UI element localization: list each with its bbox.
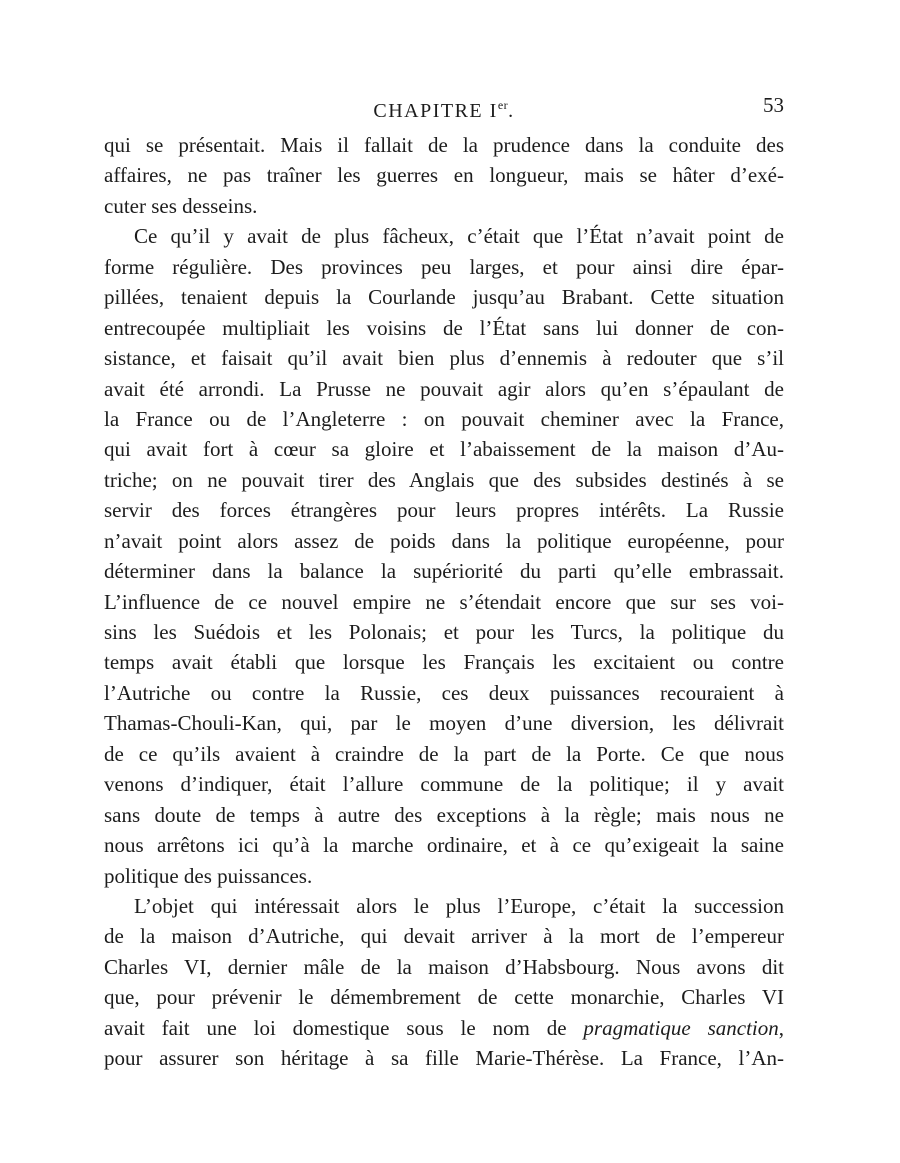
text-line: de la maison d’Autriche, qui devait arriver à la mort de l’empereur: [104, 924, 784, 949]
text-line: déterminer dans la balance la supériorité du parti qu’elle embrassait.: [104, 559, 784, 584]
chapter-title-suffix: .: [508, 100, 515, 122]
page-number: 53: [763, 93, 784, 117]
chapter-title-superscript: er: [497, 98, 509, 112]
text-line: pillées, tenaient depuis la Courlande jusqu’au Brabant. Cette situation: [104, 285, 784, 310]
text-line: affaires, ne pas traîner les guerres en longueur, mais se hâter d’exé-: [104, 163, 784, 188]
text-line: politique des puissances.: [104, 863, 313, 888]
text-line-with-italic: [104, 1013, 784, 1043]
text-line: forme régulière. Des provinces peu larges, et pour ainsi dire épar-: [104, 254, 784, 279]
chapter-title: [104, 90, 784, 126]
text-line: pour assurer son héritage à sa fille Marie-Thérèse. La France, l’An-: [104, 1046, 784, 1071]
body-text: [104, 130, 784, 1074]
text-line: l’Autriche ou contre la Russie, ces deux puissances recouraient à: [104, 680, 784, 705]
paragraph-3: [104, 891, 784, 1074]
text-line: qui avait fort à cœur sa gloire et l’abaissement de la maison d’Au-: [104, 437, 784, 462]
text-line: triche; on ne pouvait tirer des Anglais que des subsides destinés à se: [104, 467, 784, 492]
chapter-title-text: CHAPITRE I: [373, 100, 498, 122]
text-line: cuter ses desseins.: [104, 193, 258, 218]
text-line: L’objet qui intéressait alors le plus l’Europe, c’était la succession: [134, 893, 784, 918]
text-line: n’avait point alors assez de poids dans la politique européenne, pour: [104, 528, 784, 553]
text-line: Charles VI, dernier mâle de la maison d’Habsbourg. Nous avons dit: [104, 954, 784, 979]
running-head: [104, 90, 784, 120]
text-line: servir des forces étrangères pour leurs propres intérêts. La Russie: [104, 498, 784, 523]
text-line: qui se présentait. Mais il fallait de la prudence dans la conduite des: [104, 133, 784, 157]
line-text-after-italic: ,: [778, 1015, 784, 1040]
text-line: L’influence de ce nouvel empire ne s’étendait encore que sur ses voi-: [104, 589, 784, 614]
text-line: que, pour prévenir le démembrement de cette monarchie, Charles VI: [104, 985, 784, 1010]
text-line: venons d’indiquer, était l’allure commune de la politique; il y avait: [104, 772, 784, 797]
text-line: sins les Suédois et les Polonais; et pour les Turcs, la politique du: [104, 620, 784, 644]
italic-term: pragmatique sanction: [583, 1015, 779, 1040]
paragraph-1: [104, 130, 784, 221]
text-line: Thamas-Chouli-Kan, qui, par le moyen d’une diversion, les délivrait: [104, 711, 784, 736]
text-line: sistance, et faisait qu’il avait bien plus d’ennemis à redouter que s’il: [104, 346, 784, 371]
text-line: la France ou de l’Angleterre : on pouvait cheminer avec la France,: [104, 406, 784, 431]
text-line: Ce qu’il y avait de plus fâcheux, c’était que l’État n’avait point de: [134, 224, 784, 249]
line-text-before-italic: avait fait une loi domestique sous le nom de: [104, 1015, 584, 1040]
paragraph-2: [104, 221, 784, 891]
text-line: sans doute de temps à autre des exceptions à la règle; mais nous ne: [104, 802, 784, 827]
text-line: avait été arrondi. La Prusse ne pouvait agir alors qu’en s’épaulant de: [104, 376, 784, 401]
text-line: temps avait établi que lorsque les Français les excitaient ou contre: [104, 650, 784, 675]
text-line: entrecoupée multipliait les voisins de l’État sans lui donner de con-: [104, 315, 784, 340]
text-line: nous arrêtons ici qu’à la marche ordinaire, et à ce qu’exigeait la saine: [104, 833, 784, 858]
text-line: de ce qu’ils avaient à craindre de la part de la Porte. Ce que nous: [104, 741, 784, 766]
